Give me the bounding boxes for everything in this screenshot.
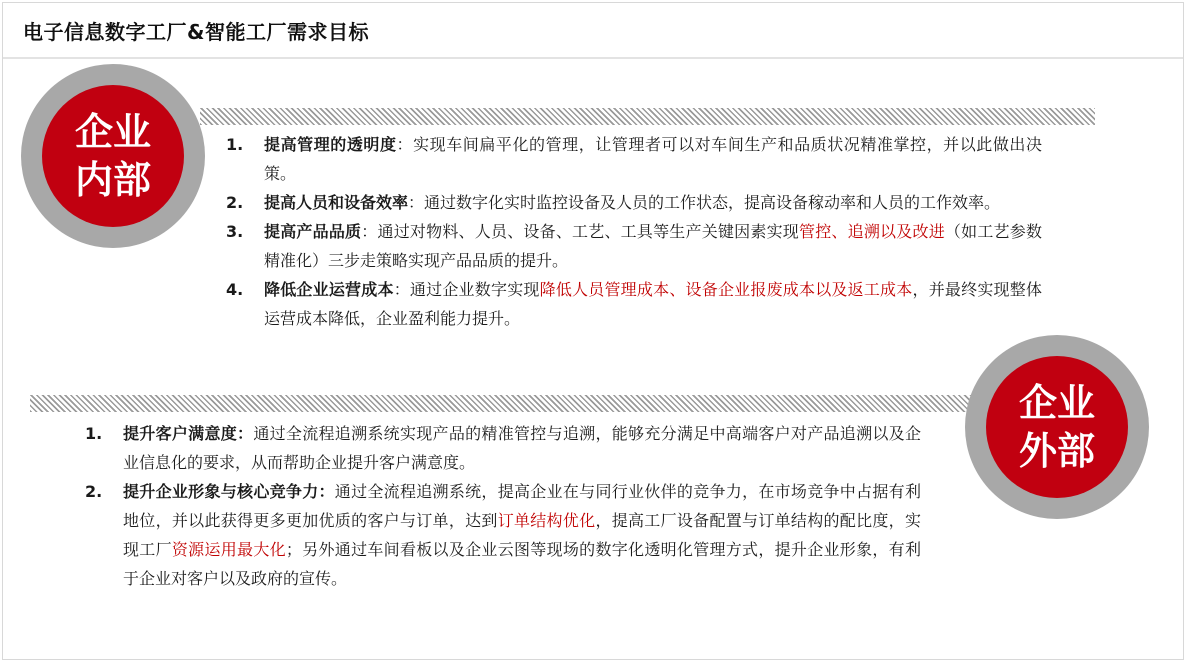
item-separator: ： bbox=[408, 193, 425, 212]
list-item bbox=[226, 275, 1042, 333]
item-highlight: 订单结构优化 bbox=[497, 511, 596, 530]
item-text: 通过企业数字实现 bbox=[409, 280, 540, 299]
item-separator: ： bbox=[393, 280, 410, 299]
item-title: 提高管理的透明度 bbox=[264, 135, 397, 154]
list-item bbox=[226, 217, 1042, 275]
item-separator: ： bbox=[318, 482, 335, 501]
item-title: 提升企业形象与核心竞争力 bbox=[123, 482, 319, 501]
item-highlight: 管控、追溯以及改进 bbox=[799, 222, 945, 241]
hatched-divider-bottom bbox=[30, 395, 985, 412]
item-text-final: ；另外通过车间看板以及企业云图等现场的数字化透明化管理方式，提升企业形象，有利于企业对客户以及政府的宣传。 bbox=[123, 540, 921, 588]
item-text: 通过数字化实时监控设备及人员的工作状态，提高设备稼动率和人员的工作效率。 bbox=[424, 193, 1001, 212]
item-title: 提高产品品质 bbox=[264, 222, 362, 241]
item-text: 通过全流程追溯系统，提高企业在与同行业伙伴的竞争力，在市场竞争中占据有利地位，并以此获得更多更加优质的客户与订单，达到 bbox=[123, 482, 921, 530]
page-title: 电子信息数字工厂&智能工厂需求目标 bbox=[23, 19, 369, 44]
item-text-continued: ，提高工厂设备配置与订单结构的配比度，实现工厂 bbox=[123, 511, 921, 559]
external-badge-label: 企业 外部 bbox=[1018, 381, 1095, 473]
item-number: 3. bbox=[226, 222, 244, 241]
item-title: 降低企业运营成本 bbox=[264, 280, 394, 299]
title-bar bbox=[3, 3, 1183, 59]
internal-badge-core bbox=[42, 85, 184, 227]
external-goals-list bbox=[85, 419, 921, 593]
list-item bbox=[85, 419, 921, 477]
item-highlight: 降低人员管理成本、设备企业报废成本以及返工成本 bbox=[539, 280, 913, 299]
item-text: 实现车间扁平化的管理，让管理者可以对车间生产和品质状况精准掌控，并以此做出决策。 bbox=[264, 135, 1042, 183]
item-separator: ： bbox=[237, 424, 254, 443]
item-text-continued: ，并最终实现整体运营成本降低，企业盈利能力提升。 bbox=[264, 280, 1042, 328]
item-text-continued: （如工艺参数精准化）三步走策略实现产品品质的提升。 bbox=[264, 222, 1042, 270]
item-separator: ： bbox=[396, 135, 414, 154]
item-number: 2. bbox=[226, 193, 244, 212]
item-title: 提高人员和设备效率 bbox=[264, 193, 409, 212]
item-number: 4. bbox=[226, 280, 244, 299]
item-highlight-2: 资源运用最大化 bbox=[171, 540, 286, 559]
item-number: 1. bbox=[85, 424, 103, 443]
internal-badge bbox=[21, 64, 205, 248]
item-number: 2. bbox=[85, 482, 103, 501]
list-item bbox=[226, 130, 1042, 188]
item-text: 通过对物料、人员、设备、工艺、工具等生产关键因素实现 bbox=[377, 222, 799, 241]
list-item bbox=[226, 188, 1042, 217]
hatched-divider-top bbox=[200, 108, 1095, 125]
external-badge-core bbox=[986, 356, 1128, 498]
internal-goals-list bbox=[226, 130, 1042, 333]
list-item bbox=[85, 477, 921, 593]
item-number: 1. bbox=[226, 135, 244, 154]
item-separator: ： bbox=[361, 222, 378, 241]
item-title: 提升客户满意度 bbox=[123, 424, 238, 443]
external-badge bbox=[965, 335, 1149, 519]
item-text: 通过全流程追溯系统实现产品的精准管控与追溯，能够充分满足中高端客户对产品追溯以及企业信息化的要求，从而帮助企业提升客户满意度。 bbox=[123, 424, 921, 472]
internal-badge-label: 企业 内部 bbox=[74, 110, 151, 202]
